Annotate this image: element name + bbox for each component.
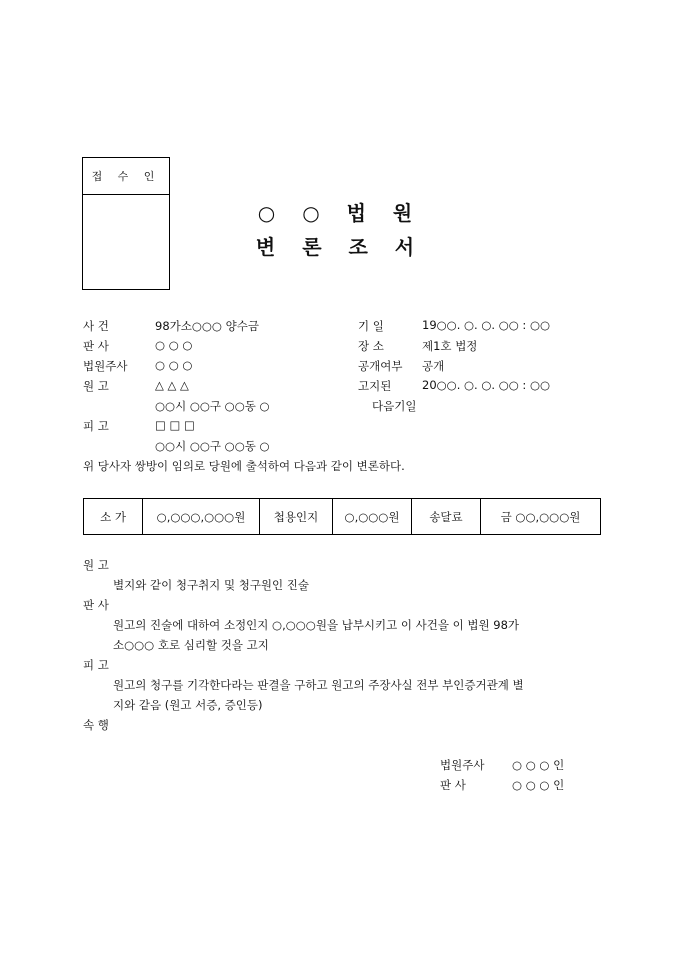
court-name: ○ ○ 법 원 <box>257 201 423 225</box>
judge-statement-line2: 소○○○ 호로 심리할 것을 고지 <box>113 638 269 652</box>
date-label: 기 일 <box>358 319 384 333</box>
public-value: 공개 <box>422 359 445 373</box>
defendant-label: 피 고 <box>83 419 109 433</box>
judge-statement-line1: 원고의 진술에 대하여 소정인지 ○,○○○원을 납부시키고 이 사건을 이 법원 98가 <box>113 618 520 632</box>
notified-label: 고지된 <box>358 379 392 393</box>
date-value: 19○○. ○. ○. ○○ : ○○ <box>422 318 551 332</box>
judge-value: ○ ○ ○ <box>155 338 193 352</box>
judge-label: 판 사 <box>83 339 109 353</box>
clerk-signature-label: 법원주사 <box>440 758 485 772</box>
plaintiff-value: △ △ △ <box>155 378 189 392</box>
plaintiff-label: 원 고 <box>83 379 109 393</box>
stamp-value: ○,○○○원 <box>333 499 412 534</box>
judge-signature-name: ○ ○ ○ 인 <box>512 778 565 792</box>
defendant-address: ○○시 ○○구 ○○동 ○ <box>155 439 270 453</box>
defendant-value: □ □ □ <box>155 418 195 432</box>
defendant-statement-line1: 원고의 청구를 기각한다라는 판결을 구하고 원고의 주장사실 전부 부인증거관계 별 <box>113 678 524 692</box>
fee-value: ○,○○○,○○○원 <box>143 499 260 534</box>
intro-sentence: 위 당사자 쌍방이 임의로 당원에 출석하여 다음과 같이 변론하다. <box>83 459 405 473</box>
postage-label: 송달료 <box>412 499 481 534</box>
place-value: 제1호 법정 <box>422 339 478 353</box>
fee-table <box>83 498 601 535</box>
clerk-label: 법원주사 <box>83 359 128 373</box>
continue-label: 속 행 <box>83 718 109 732</box>
stamp-label: 첩용인지 <box>260 499 333 534</box>
judge-section-label: 판 사 <box>83 598 109 612</box>
judge-signature-label: 판 사 <box>440 778 466 792</box>
case-label: 사 건 <box>83 319 109 333</box>
plaintiff-section-label: 원 고 <box>83 558 109 572</box>
receipt-stamp-label: 접 수 인 <box>83 158 169 195</box>
place-label: 장 소 <box>358 339 384 353</box>
plaintiff-statement: 별지와 같이 청구취지 및 청구원인 진술 <box>113 578 310 592</box>
clerk-value: ○ ○ ○ <box>155 358 193 372</box>
public-label: 공개여부 <box>358 359 403 373</box>
clerk-signature-name: ○ ○ ○ 인 <box>512 758 565 772</box>
defendant-statement-line2: 지와 같음 (원고 서증, 증인등) <box>113 698 263 712</box>
document-title: 변 론 조 서 <box>255 235 425 259</box>
defendant-section-label: 피 고 <box>83 658 109 672</box>
fee-label-value: 소 가 <box>84 499 143 534</box>
postage-value: 금 ○○,○○○원 <box>500 509 581 524</box>
notified-value: 20○○. ○. ○. ○○ : ○○ <box>422 378 551 392</box>
plaintiff-address: ○○시 ○○구 ○○동 ○ <box>155 399 270 413</box>
case-value: 98가소○○○ 양수금 <box>155 319 259 333</box>
next-date-label: 다음기일 <box>372 399 417 413</box>
